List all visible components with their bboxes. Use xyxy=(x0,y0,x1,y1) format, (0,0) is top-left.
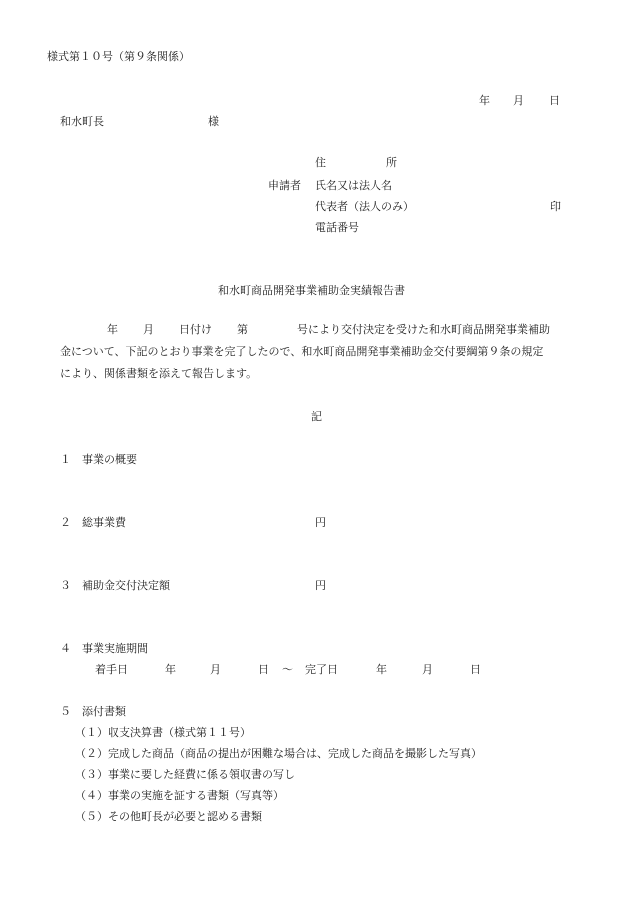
addressee-honorific: 様 xyxy=(208,115,219,128)
start-date-label: 着手日 xyxy=(95,663,128,676)
section-2-label: 総事業費 xyxy=(82,516,126,529)
section-2-number: ２ xyxy=(60,516,71,529)
section-1-label: 事業の概要 xyxy=(82,453,137,466)
section-3-unit: 円 xyxy=(315,579,326,592)
section-5-number: ５ xyxy=(60,705,71,718)
end-year: 年 xyxy=(376,663,387,676)
date-month-label: 月 xyxy=(513,94,524,107)
end-month: 月 xyxy=(422,663,433,676)
attachment-item: （３）事業に要した経費に係る領収書の写し xyxy=(75,768,295,781)
addressee-name: 和水町長 xyxy=(60,115,104,128)
document-title: 和水町商品開発事業補助金実績報告書 xyxy=(218,284,405,297)
attachment-item: （１）収支決算書（様式第１１号） xyxy=(75,726,251,739)
section-5-label: 添付書類 xyxy=(82,705,126,718)
body-no: 第 xyxy=(237,323,248,336)
date-day-label: 日 xyxy=(549,94,560,107)
attachment-item: （５）その他町長が必要と認める書類 xyxy=(75,810,262,823)
attachment-item: （２）完成した商品（商品の提出が困難な場合は、完成した商品を撮影した写真） xyxy=(75,747,482,760)
section-4-label: 事業実施期間 xyxy=(82,642,148,655)
body-line-2: 金について、下記のとおり事業を完了したので、和水町商品開発事業補助金交付要綱第９条の規定 xyxy=(60,345,544,358)
section-1-number: １ xyxy=(60,453,71,466)
body-line-3: により、関係書類を添えて報告します。 xyxy=(60,367,258,380)
ki-marker: 記 xyxy=(311,410,322,423)
end-day: 日 xyxy=(470,663,481,676)
section-3-label: 補助金交付決定額 xyxy=(82,579,170,592)
date-year-label: 年 xyxy=(479,94,490,107)
period-tilde: ～ xyxy=(282,663,293,676)
body-dated: 日付け xyxy=(179,323,212,336)
representative-label: 代表者（法人のみ） xyxy=(315,200,414,213)
section-2-unit: 円 xyxy=(315,516,326,529)
body-paragraph xyxy=(60,319,590,385)
form-number: 様式第１０号（第９条関係） xyxy=(47,50,190,63)
end-date-label: 完了日 xyxy=(305,663,338,676)
section-4-number: ４ xyxy=(60,642,71,655)
applicant-role-label: 申請者 xyxy=(268,179,301,192)
body-month: 月 xyxy=(143,323,154,336)
start-day: 日 xyxy=(258,663,269,676)
applicant-name-label: 氏名又は法人名 xyxy=(315,179,392,192)
section-3-number: ３ xyxy=(60,579,71,592)
body-line-1-rest: 号により交付決定を受けた和水町商品開発事業補助 xyxy=(297,323,550,336)
start-month: 月 xyxy=(210,663,221,676)
seal-mark: 印 xyxy=(550,200,561,213)
address-label-1: 住 xyxy=(315,156,326,169)
phone-label: 電話番号 xyxy=(315,221,359,234)
body-line-1 xyxy=(60,319,590,341)
start-year: 年 xyxy=(165,663,176,676)
address-label-2: 所 xyxy=(386,156,397,169)
body-year: 年 xyxy=(107,323,118,336)
attachment-item: （４）事業の実施を証する書類（写真等） xyxy=(75,789,284,802)
